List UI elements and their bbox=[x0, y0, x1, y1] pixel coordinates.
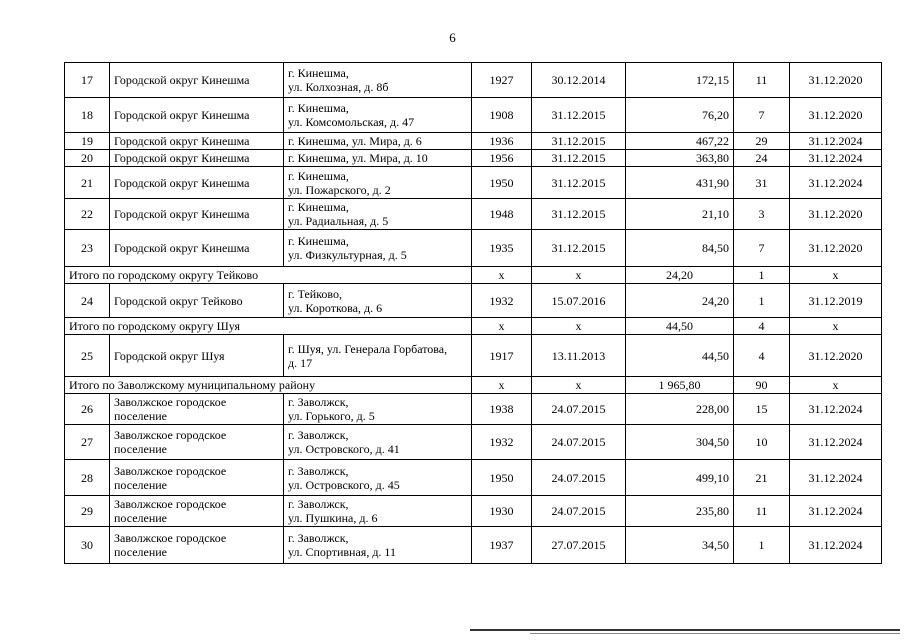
municipality-cell bbox=[110, 394, 284, 425]
addr-line: г. Кинешма, bbox=[288, 234, 349, 248]
address-cell bbox=[284, 63, 472, 98]
table-row bbox=[65, 199, 882, 230]
total-date-cell: x bbox=[532, 318, 626, 335]
residents-count-cell: 10 bbox=[734, 425, 790, 460]
row-number-cell: 26 bbox=[65, 394, 110, 425]
area-cell: 44,50 bbox=[626, 335, 734, 377]
address-cell bbox=[284, 425, 472, 460]
year-built-cell: 1930 bbox=[472, 496, 532, 527]
muni-line: Городской округ Кинешма bbox=[114, 151, 250, 165]
muni-line: Заволжское городское bbox=[114, 428, 227, 442]
muni-line: Городской округ Кинешма bbox=[114, 241, 250, 255]
total-label-cell: Итого по городскому округу Шуя bbox=[65, 318, 472, 335]
address-cell bbox=[284, 199, 472, 230]
recognition-date-cell: 31.12.2015 bbox=[532, 230, 626, 267]
resettlement-term-cell: 31.12.2024 bbox=[790, 167, 882, 199]
address-cell bbox=[284, 460, 472, 496]
table-row bbox=[65, 335, 882, 377]
muni-line: Городской округ Шуя bbox=[114, 348, 225, 363]
residents-count-cell: 3 bbox=[734, 199, 790, 230]
residents-count-cell: 11 bbox=[734, 496, 790, 527]
municipality-cell bbox=[110, 150, 284, 167]
row-number-cell: 29 bbox=[65, 496, 110, 527]
addr-line: ул. Колхозная, д. 8б bbox=[288, 80, 389, 94]
total-area-cell: 1 965,80 bbox=[626, 377, 734, 394]
resettlement-term-cell: 31.12.2024 bbox=[790, 394, 882, 425]
table-row bbox=[65, 63, 882, 98]
recognition-date-cell: 31.12.2015 bbox=[532, 98, 626, 133]
area-cell: 172,15 bbox=[626, 63, 734, 98]
recognition-date-cell: 31.12.2015 bbox=[532, 199, 626, 230]
muni-line: Городской округ Кинешма bbox=[114, 73, 250, 87]
total-term-cell: x bbox=[790, 318, 882, 335]
year-built-cell: 1936 bbox=[472, 133, 532, 150]
resettlement-term-cell: 31.12.2020 bbox=[790, 230, 882, 267]
addr-line: ул. Короткова, д. 6 bbox=[288, 300, 383, 315]
total-label-cell: Итого по городскому округу Тейково bbox=[65, 267, 472, 284]
row-number-cell: 23 bbox=[65, 230, 110, 267]
area-cell: 24,20 bbox=[626, 284, 734, 318]
residents-count-cell: 1 bbox=[734, 284, 790, 318]
recognition-date-cell: 31.12.2015 bbox=[532, 150, 626, 167]
table-row bbox=[65, 460, 882, 496]
year-built-cell: 1948 bbox=[472, 199, 532, 230]
table-row bbox=[65, 496, 882, 527]
year-built-cell: 1950 bbox=[472, 460, 532, 496]
residents-count-cell: 1 bbox=[734, 527, 790, 564]
row-number-cell: 18 bbox=[65, 98, 110, 133]
resettlement-term-cell: 31.12.2019 bbox=[790, 284, 882, 318]
municipality-cell bbox=[110, 230, 284, 267]
page-number: 6 bbox=[449, 30, 456, 45]
resettlement-term-cell: 31.12.2024 bbox=[790, 133, 882, 150]
address-cell bbox=[284, 133, 472, 150]
addr-line: г. Шуя, ул. Генерала Горбатова, bbox=[288, 341, 448, 356]
year-built-cell: 1927 bbox=[472, 63, 532, 98]
table-row bbox=[65, 98, 882, 133]
addr-line: г. Заволжск, bbox=[288, 395, 349, 409]
total-year-cell: x bbox=[472, 377, 532, 394]
resettlement-term-cell: 31.12.2024 bbox=[790, 460, 882, 496]
resettlement-term-cell: 31.12.2020 bbox=[790, 63, 882, 98]
addr-line: ул. Спортивная, д. 11 bbox=[288, 545, 396, 559]
municipality-cell bbox=[110, 133, 284, 150]
resettlement-term-cell: 31.12.2024 bbox=[790, 527, 882, 564]
area-cell: 228,00 bbox=[626, 394, 734, 425]
residents-count-cell: 4 bbox=[734, 335, 790, 377]
muni-line: поселение bbox=[114, 409, 168, 423]
recognition-date-cell: 24.07.2015 bbox=[532, 496, 626, 527]
municipality-cell bbox=[110, 199, 284, 230]
address-cell bbox=[284, 335, 472, 377]
municipality-cell bbox=[110, 460, 284, 496]
resettlement-term-cell: 31.12.2024 bbox=[790, 425, 882, 460]
residents-count-cell: 7 bbox=[734, 230, 790, 267]
area-cell: 235,80 bbox=[626, 496, 734, 527]
year-built-cell: 1937 bbox=[472, 527, 532, 564]
addr-line: ул. Физкультурная, д. 5 bbox=[288, 248, 407, 262]
row-number-cell: 20 bbox=[65, 150, 110, 167]
muni-line: Заволжское городское bbox=[114, 463, 227, 478]
total-label-cell: Итого по Заволжскому муниципальному району bbox=[65, 377, 472, 394]
muni-line: Городской округ Тейково bbox=[114, 293, 243, 308]
recognition-date-cell: 24.07.2015 bbox=[532, 425, 626, 460]
total-row bbox=[65, 267, 882, 284]
addr-line: г. Кинешма, bbox=[288, 101, 349, 115]
addr-line: ул. Островского, д. 41 bbox=[288, 442, 400, 456]
muni-line: Городской округ Кинешма bbox=[114, 175, 250, 190]
year-built-cell: 1950 bbox=[472, 167, 532, 199]
residents-count-cell: 11 bbox=[734, 63, 790, 98]
address-cell bbox=[284, 150, 472, 167]
recognition-date-cell: 13.11.2013 bbox=[532, 335, 626, 377]
addr-line: ул. Горького, д. 5 bbox=[288, 409, 375, 423]
residents-count-cell: 21 bbox=[734, 460, 790, 496]
residents-count-cell: 29 bbox=[734, 133, 790, 150]
scan-edge-line-secondary bbox=[530, 633, 900, 634]
year-built-cell: 1908 bbox=[472, 98, 532, 133]
row-number-cell: 19 bbox=[65, 133, 110, 150]
table-row bbox=[65, 167, 882, 199]
address-cell bbox=[284, 527, 472, 564]
residents-count-cell: 15 bbox=[734, 394, 790, 425]
municipality-cell bbox=[110, 63, 284, 98]
area-cell: 363,80 bbox=[626, 150, 734, 167]
addr-line: г. Кинешма, ул. Мира, д. 10 bbox=[288, 151, 428, 165]
address-cell bbox=[284, 230, 472, 267]
address-cell bbox=[284, 394, 472, 425]
area-cell: 84,50 bbox=[626, 230, 734, 267]
muni-line: поселение bbox=[114, 442, 168, 456]
addr-line: г. Заволжск, bbox=[288, 531, 349, 545]
total-term-cell: x bbox=[790, 267, 882, 284]
municipality-cell bbox=[110, 98, 284, 133]
total-count-cell: 1 bbox=[734, 267, 790, 284]
addr-line: ул. Островского, д. 45 bbox=[288, 477, 400, 492]
table-row bbox=[65, 527, 882, 564]
addr-line: д. 17 bbox=[288, 355, 313, 370]
resettlement-term-cell: 31.12.2024 bbox=[790, 150, 882, 167]
recognition-date-cell: 24.07.2015 bbox=[532, 460, 626, 496]
year-built-cell: 1956 bbox=[472, 150, 532, 167]
total-area-cell: 44,50 bbox=[626, 318, 734, 335]
total-row bbox=[65, 377, 882, 394]
municipality-cell bbox=[110, 496, 284, 527]
resettlement-term-cell: 31.12.2020 bbox=[790, 98, 882, 133]
municipality-cell bbox=[110, 527, 284, 564]
address-cell bbox=[284, 496, 472, 527]
municipality-cell bbox=[110, 335, 284, 377]
row-number-cell: 22 bbox=[65, 199, 110, 230]
total-row bbox=[65, 318, 882, 335]
row-number-cell: 17 bbox=[65, 63, 110, 98]
row-number-cell: 30 bbox=[65, 527, 110, 564]
total-date-cell: x bbox=[532, 267, 626, 284]
resettlement-term-cell: 31.12.2020 bbox=[790, 335, 882, 377]
muni-line: Заволжское городское bbox=[114, 531, 227, 545]
scan-edge-line bbox=[470, 629, 900, 631]
municipality-cell bbox=[110, 167, 284, 199]
housing-register-table bbox=[64, 62, 882, 564]
total-area-cell: 24,20 bbox=[626, 267, 734, 284]
table-row bbox=[65, 133, 882, 150]
addr-line: ул. Пожарского, д. 2 bbox=[288, 182, 391, 197]
row-number-cell: 28 bbox=[65, 460, 110, 496]
resettlement-term-cell: 31.12.2024 bbox=[790, 496, 882, 527]
row-number-cell: 21 bbox=[65, 167, 110, 199]
addr-line: г. Тейково, bbox=[288, 286, 342, 301]
addr-line: г. Заволжск, bbox=[288, 463, 349, 478]
table-row bbox=[65, 425, 882, 460]
municipality-cell bbox=[110, 284, 284, 318]
table-row bbox=[65, 230, 882, 267]
muni-line: поселение bbox=[114, 545, 168, 559]
addr-line: г. Заволжск, bbox=[288, 428, 349, 442]
muni-line: поселение bbox=[114, 511, 168, 525]
muni-line: Городской округ Кинешма bbox=[114, 108, 250, 122]
muni-line: поселение bbox=[114, 477, 168, 492]
municipality-cell bbox=[110, 425, 284, 460]
muni-line: Заволжское городское bbox=[114, 497, 227, 511]
year-built-cell: 1932 bbox=[472, 425, 532, 460]
year-built-cell: 1917 bbox=[472, 335, 532, 377]
recognition-date-cell: 30.12.2014 bbox=[532, 63, 626, 98]
residents-count-cell: 31 bbox=[734, 167, 790, 199]
total-count-cell: 90 bbox=[734, 377, 790, 394]
area-cell: 21,10 bbox=[626, 199, 734, 230]
address-cell bbox=[284, 167, 472, 199]
area-cell: 34,50 bbox=[626, 527, 734, 564]
resettlement-term-cell: 31.12.2020 bbox=[790, 199, 882, 230]
area-cell: 304,50 bbox=[626, 425, 734, 460]
muni-line: Заволжское городское bbox=[114, 395, 227, 409]
address-cell bbox=[284, 284, 472, 318]
addr-line: г. Кинешма, bbox=[288, 200, 349, 214]
recognition-date-cell: 15.07.2016 bbox=[532, 284, 626, 318]
total-date-cell: x bbox=[532, 377, 626, 394]
residents-count-cell: 7 bbox=[734, 98, 790, 133]
table-row bbox=[65, 394, 882, 425]
total-count-cell: 4 bbox=[734, 318, 790, 335]
table-row bbox=[65, 150, 882, 167]
addr-line: г. Кинешма, ул. Мира, д. 6 bbox=[288, 134, 422, 148]
muni-line: Городской округ Кинешма bbox=[114, 134, 250, 148]
row-number-cell: 25 bbox=[65, 335, 110, 377]
area-cell: 467,22 bbox=[626, 133, 734, 150]
addr-line: г. Заволжск, bbox=[288, 497, 349, 511]
area-cell: 431,90 bbox=[626, 167, 734, 199]
addr-line: ул. Комсомольская, д. 47 bbox=[288, 115, 415, 129]
row-number-cell: 24 bbox=[65, 284, 110, 318]
area-cell: 76,20 bbox=[626, 98, 734, 133]
year-built-cell: 1935 bbox=[472, 230, 532, 267]
recognition-date-cell: 27.07.2015 bbox=[532, 527, 626, 564]
recognition-date-cell: 24.07.2015 bbox=[532, 394, 626, 425]
address-cell bbox=[284, 98, 472, 133]
area-cell: 499,10 bbox=[626, 460, 734, 496]
recognition-date-cell: 31.12.2015 bbox=[532, 133, 626, 150]
total-year-cell: x bbox=[472, 267, 532, 284]
total-year-cell: x bbox=[472, 318, 532, 335]
row-number-cell: 27 bbox=[65, 425, 110, 460]
total-term-cell: x bbox=[790, 377, 882, 394]
addr-line: г. Кинешма, bbox=[288, 66, 349, 80]
addr-line: ул. Пушкина, д. 6 bbox=[288, 511, 378, 525]
residents-count-cell: 24 bbox=[734, 150, 790, 167]
addr-line: ул. Радиальная, д. 5 bbox=[288, 214, 389, 228]
recognition-date-cell: 31.12.2015 bbox=[532, 167, 626, 199]
muni-line: Городской округ Кинешма bbox=[114, 207, 250, 221]
year-built-cell: 1932 bbox=[472, 284, 532, 318]
addr-line: г. Кинешма, bbox=[288, 168, 349, 183]
year-built-cell: 1938 bbox=[472, 394, 532, 425]
table-row bbox=[65, 284, 882, 318]
